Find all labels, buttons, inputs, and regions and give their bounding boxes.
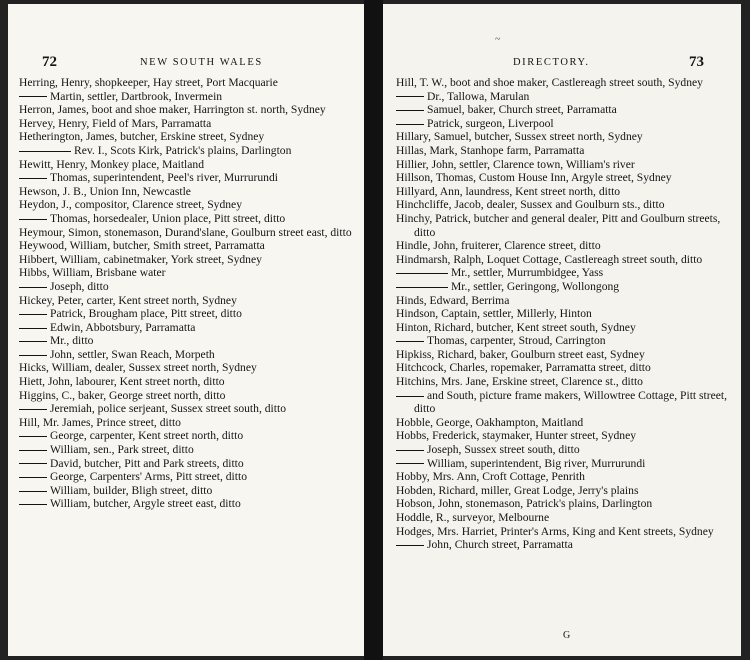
entry-text: Joseph, Sussex street south, ditto — [427, 443, 580, 457]
entry-text: Thomas, horsedealer, Union place, Pitt street, ditto — [50, 211, 286, 225]
entry-text: Heymour, Simon, stonemason, Durand'slane, Goulburn street east, ditto — [19, 225, 352, 239]
directory-entry — [396, 198, 734, 212]
ditto-dash — [396, 463, 424, 464]
entry-text: Hobby, Mrs. Ann, Croft Cottage, Penrith — [396, 470, 585, 484]
ditto-dash — [396, 96, 424, 97]
directory-entry — [19, 307, 359, 321]
entry-text: Hobden, Richard, miller, Great Lodge, Jerry's plains — [396, 483, 639, 497]
entry-text: Hobbs, Frederick, staymaker, Hunter street, Sydney — [396, 429, 637, 443]
directory-entry — [396, 389, 734, 416]
entry-text: Patrick, surgeon, Liverpool — [427, 116, 554, 130]
ditto-dash — [396, 341, 424, 342]
directory-entries-right — [396, 76, 734, 552]
entry-text: Hillson, Thomas, Custom House Inn, Argyle street, Sydney — [396, 171, 672, 185]
ditto-dash — [396, 450, 424, 451]
directory-entry — [19, 416, 359, 430]
directory-entry — [19, 212, 359, 226]
left-page — [8, 4, 364, 656]
entry-text: Hitchins, Mrs. Jane, Erskine street, Clarence st., ditto — [396, 375, 643, 389]
directory-entry — [396, 117, 734, 131]
entry-text: John, settler, Swan Reach, Morpeth — [50, 347, 215, 361]
directory-entry — [396, 130, 734, 144]
directory-entry — [396, 348, 734, 362]
directory-entry — [396, 144, 734, 158]
entry-text: Hinds, Edward, Berrima — [396, 293, 510, 307]
entry-text: Rev. I., Scots Kirk, Patrick's plains, Darlington — [74, 143, 292, 157]
directory-entry — [19, 103, 359, 117]
entry-text: William, sen., Park street, ditto — [50, 443, 194, 457]
directory-entry — [396, 511, 734, 525]
right-page-header — [383, 54, 741, 74]
entry-text: Hobson, John, stonemason, Patrick's plains, Darlington — [396, 497, 653, 511]
directory-entry — [19, 76, 359, 90]
directory-entry — [19, 185, 359, 199]
book-gutter — [364, 0, 383, 660]
entry-text: Thomas, carpenter, Stroud, Carrington — [427, 334, 606, 348]
entry-text: Hicks, William, dealer, Sussex street north, Sydney — [19, 361, 257, 375]
entry-text: Patrick, Brougham place, Pitt street, ditto — [50, 307, 242, 321]
right-page — [383, 4, 741, 656]
ditto-dash — [19, 328, 47, 329]
directory-entry — [396, 361, 734, 375]
directory-entry — [19, 484, 359, 498]
directory-entry — [396, 103, 734, 117]
entry-text: Higgins, C., baker, George street north, ditto — [19, 388, 226, 402]
ditto-dash — [19, 341, 47, 342]
entry-text: Joseph, ditto — [50, 279, 109, 293]
entry-text: Heywood, William, butcher, Smith street, Parramatta — [19, 239, 265, 253]
directory-entry — [396, 457, 734, 471]
directory-entry — [396, 470, 734, 484]
directory-entry — [396, 497, 734, 511]
directory-entry — [19, 266, 359, 280]
ditto-dash — [19, 409, 47, 410]
directory-entry — [396, 253, 734, 267]
entry-text: Hickey, Peter, carter, Kent street north, Sydney — [19, 293, 237, 307]
entry-text: Hinchcliffe, Jacob, dealer, Sussex and Goulburn sts., ditto — [396, 198, 665, 212]
directory-entry — [19, 334, 359, 348]
entry-text: Hiett, John, labourer, Kent street north, ditto — [19, 375, 225, 389]
ditto-dash — [19, 436, 47, 437]
entry-text: Hindle, John, fruiterer, Clarence street, ditto — [396, 239, 601, 253]
directory-entry — [19, 470, 359, 484]
entry-text: Dr., Tallowa, Marulan — [427, 89, 530, 103]
page-number: 73 — [689, 54, 704, 70]
ditto-dash — [396, 124, 424, 125]
entry-text: Hewitt, Henry, Monkey place, Maitland — [19, 157, 205, 171]
entry-text: Hewson, J. B., Union Inn, Newcastle — [19, 184, 191, 198]
directory-entry — [396, 294, 734, 308]
directory-entry — [396, 171, 734, 185]
directory-entry — [19, 171, 359, 185]
directory-entry — [396, 416, 734, 430]
ditto-dash — [19, 151, 71, 152]
ditto-dash — [19, 178, 47, 179]
ditto-dash — [19, 450, 47, 451]
entry-text: Hetherington, James, butcher, Erskine street, Sydney — [19, 130, 265, 144]
entry-text: Hillier, John, settler, Clarence town, William's river — [396, 157, 635, 171]
entry-text: David, butcher, Pitt and Park streets, ditto — [50, 456, 244, 470]
directory-entry — [19, 375, 359, 389]
directory-entry — [19, 158, 359, 172]
ditto-dash — [19, 96, 47, 97]
entry-text: Hervey, Henry, Field of Mars, Parramatta — [19, 116, 212, 130]
entry-text: Hodges, Mrs. Harriet, Printer's Arms, King and Kent streets, Sydney — [396, 524, 714, 538]
entry-text: Hipkiss, Richard, baker, Goulburn street east, Sydney — [396, 347, 645, 361]
ditto-dash — [19, 355, 47, 356]
signature-mark: G — [563, 630, 571, 641]
directory-entry — [19, 280, 359, 294]
entry-text: Heydon, J., compositor, Clarence street, Sydney — [19, 198, 242, 212]
left-page-header — [8, 54, 364, 74]
directory-entry — [396, 185, 734, 199]
directory-entry — [19, 144, 359, 158]
directory-entry — [396, 266, 734, 280]
directory-entry — [19, 497, 359, 511]
directory-entry — [396, 429, 734, 443]
entry-text: Herring, Henry, shopkeeper, Hay street, Port Macquarie — [19, 76, 278, 89]
directory-entry — [19, 294, 359, 308]
directory-entry — [19, 402, 359, 416]
running-title: DIRECTORY. — [513, 57, 590, 68]
directory-entries-left — [19, 76, 359, 511]
entry-text: and South, picture frame makers, Willowtree Cottage, Pitt street, ditto — [414, 388, 728, 416]
entry-text: Mr., settler, Murrumbidgee, Yass — [451, 266, 604, 280]
entry-text: Jeremiah, police serjeant, Sussex street south, ditto — [50, 402, 287, 416]
ditto-dash — [19, 314, 47, 315]
entry-text: William, superintendent, Big river, Murrurundi — [427, 456, 646, 470]
entry-text: Hobble, George, Oakhampton, Maitland — [396, 415, 584, 429]
running-title: NEW SOUTH WALES — [140, 57, 263, 68]
ditto-dash — [396, 545, 424, 546]
directory-entry — [396, 76, 734, 90]
directory-entry — [19, 90, 359, 104]
entry-text: William, butcher, Argyle street east, ditto — [50, 497, 241, 511]
directory-entry — [396, 484, 734, 498]
ditto-dash — [396, 273, 448, 274]
entry-text: Edwin, Abbotsbury, Parramatta — [50, 320, 196, 334]
directory-entry — [19, 361, 359, 375]
directory-entry — [19, 389, 359, 403]
entry-text: John, Church street, Parramatta — [427, 538, 573, 552]
ditto-dash — [19, 287, 47, 288]
directory-entry — [19, 239, 359, 253]
entry-text: Hoddle, R., surveyor, Melbourne — [396, 511, 550, 524]
directory-entry — [396, 307, 734, 321]
printer-mark: ~ — [495, 34, 501, 45]
directory-entry — [396, 538, 734, 552]
entry-text: Hill, Mr. James, Prince street, ditto — [19, 415, 181, 429]
entry-text: Hinton, Richard, butcher, Kent street south, Sydney — [396, 320, 636, 334]
entry-text: Thomas, superintendent, Peel's river, Murrurundi — [50, 171, 278, 185]
ditto-dash — [396, 396, 424, 397]
entry-text: Samuel, baker, Church street, Parramatta — [427, 103, 617, 117]
directory-entry — [19, 253, 359, 267]
directory-entry — [396, 321, 734, 335]
entry-text: George, Carpenters' Arms, Pitt street, ditto — [50, 470, 248, 484]
directory-entry — [19, 429, 359, 443]
entry-text: Mr., settler, Geringong, Wollongong — [451, 279, 620, 293]
directory-entry — [19, 198, 359, 212]
directory-entry — [19, 443, 359, 457]
ditto-dash — [19, 219, 47, 220]
entry-text: Hillyard, Ann, laundress, Kent street north, ditto — [396, 184, 621, 198]
directory-entry — [396, 334, 734, 348]
entry-text: Hindmarsh, Ralph, Loquet Cottage, Castlereagh street south, ditto — [396, 252, 703, 266]
directory-entry — [396, 90, 734, 104]
ditto-dash — [19, 477, 47, 478]
ditto-dash — [19, 504, 47, 505]
entry-text: William, builder, Bligh street, ditto — [50, 483, 213, 497]
entry-text: Hillary, Samuel, butcher, Sussex street north, Sydney — [396, 130, 643, 144]
entry-text: Martin, settler, Dartbrook, Invermein — [50, 89, 223, 103]
ditto-dash — [396, 110, 424, 111]
ditto-dash — [19, 463, 47, 464]
entry-text: George, carpenter, Kent street north, ditto — [50, 429, 244, 443]
directory-entry — [396, 158, 734, 172]
directory-entry — [396, 443, 734, 457]
directory-entry — [396, 375, 734, 389]
directory-entry — [396, 212, 734, 239]
directory-entry — [19, 457, 359, 471]
directory-entry — [396, 525, 734, 539]
directory-entry — [396, 280, 734, 294]
entry-text: Hindson, Captain, settler, Millerly, Hinton — [396, 307, 592, 321]
directory-entry — [19, 348, 359, 362]
entry-text: Hill, T. W., boot and shoe maker, Castlereagh street south, Sydney — [396, 76, 703, 89]
ditto-dash — [396, 287, 448, 288]
entry-text: Hitchcock, Charles, ropemaker, Parramatta street, ditto — [396, 361, 651, 375]
entry-text: Mr., ditto — [50, 334, 94, 348]
directory-entry — [19, 117, 359, 131]
entry-text: Hibbs, William, Brisbane water — [19, 266, 166, 280]
entry-text: Hinchy, Patrick, butcher and general dealer, Pitt and Goulburn streets, ditto — [396, 211, 721, 239]
directory-entry — [19, 226, 359, 240]
page-number: 72 — [42, 54, 57, 70]
entry-text: Hibbert, William, cabinetmaker, York street, Sydney — [19, 252, 262, 266]
entry-text: Hillas, Mark, Stanhope farm, Parramatta — [396, 143, 585, 157]
directory-entry — [396, 239, 734, 253]
entry-text: Herron, James, boot and shoe maker, Harrington st. north, Sydney — [19, 103, 326, 117]
ditto-dash — [19, 491, 47, 492]
directory-entry — [19, 321, 359, 335]
directory-entry — [19, 130, 359, 144]
